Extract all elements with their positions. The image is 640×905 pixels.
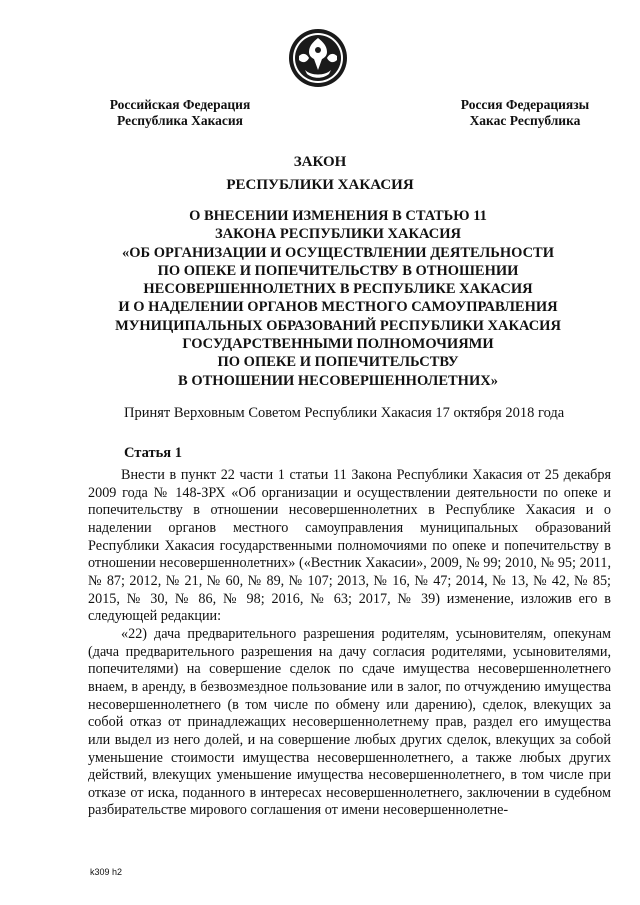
header-left-republic: Республика Хакасия [117, 113, 243, 128]
subject-line: НЕСОВЕРШЕННОЛЕТНИХ В РЕСПУБЛИКЕ ХАКАСИЯ [143, 281, 533, 298]
subject-line: И О НАДЕЛЕНИИ ОРГАНОВ МЕСТНОГО САМОУПРАВЛЕНИЯ [118, 299, 558, 316]
header-left-block [90, 97, 270, 129]
article-body [88, 467, 611, 820]
header-right-country: Россия Федерациязы [460, 97, 590, 112]
article-heading: Статья 1 [124, 445, 182, 461]
header-left-country: Российская Федерация [109, 97, 251, 112]
article-paragraph: Внести в пункт 22 части 1 статьи 11 Закона Республики Хакасия от 25 декабря 2009 года № 148-ЗРХ «Об организации и осуществлении деятельности по опеке и попечительству в отношении несовершеннолетних в Республике Хакасия и о наделении органов местного самоуправления муниципальных образований Республики Хакасия государственными полномочиями по опеке и попечительству в отношении несовершеннолетних» («Вестник Хакасии», 2009, № 99; 2010, № 95; 2011, № 87; 2012, № 21, № 60, № 89, № 107; 2013, № 16, № 47; 2014, № 13, № 42, № 85; 2015, № 30, № 86, № 98; 2016, № 63; 2017, № 39) изменение, изложив его в следующей редакции: [88, 467, 611, 625]
article-paragraph: «22) дача предварительного разрешения родителям, усыновителям, опекунам (дача предварительного разрешения на дачу согласия родителями, усыновителями, попечителями) на совершение сделок по сдаче имущества несовершеннолетнего внаем, в аренду, в безвозмездное пользование или в залог, по отчуждению имущества несовершеннолетнего (в том числе по обмену или дарению), сделок, влекущих за собой отказ от принадлежащих несовершеннолетнему прав, раздел его имущества или выдел из него долей, и на совершение любых других сделок, влекущих за собой уменьшение стоимости имущества несовершеннолетнего, а также любых других действий, влекущих уменьшение имущества несовершеннолетнего, в том числе при отказе от иска, поданного в интересах несовершеннолетнего, заключении в судебном разбирательстве мирового соглашения от имени несовершеннолетне- [88, 625, 611, 819]
law-subject-title [88, 207, 588, 390]
header-right-republic: Хакас Республика [469, 113, 581, 128]
subject-line: ГОСУДАРСТВЕННЫМИ ПОЛНОМОЧИЯМИ [182, 336, 494, 353]
subject-line: ПО ОПЕКЕ И ПОПЕЧИТЕЛЬСТВУ [217, 354, 459, 371]
subject-line: О ВНЕСЕНИИ ИЗМЕНЕНИЯ В СТАТЬЮ 11 [189, 208, 487, 224]
law-title [0, 151, 640, 197]
subject-line: «ОБ ОРГАНИЗАЦИИ И ОСУЩЕСТВЛЕНИИ ДЕЯТЕЛЬНОСТИ [121, 244, 555, 261]
law-title-line2: РЕСПУБЛИКИ ХАКАСИЯ [226, 177, 414, 193]
subject-line: МУНИЦИПАЛЬНЫХ ОБРАЗОВАНИЙ РЕСПУБЛИКИ ХАКАСИЯ [115, 317, 561, 334]
document-code: k309 h2 [90, 867, 123, 877]
coat-of-arms-emblem-icon [287, 26, 349, 90]
subject-line: ПО ОПЕКЕ И ПОПЕЧИТЕЛЬСТВУ В ОТНОШЕНИИ [157, 262, 519, 279]
header-right-block [440, 97, 610, 129]
subject-line: В ОТНОШЕНИИ НЕСОВЕРШЕННОЛЕТНИХ» [178, 372, 498, 389]
subject-line: ЗАКОНА РЕСПУБЛИКИ ХАКАСИЯ [214, 226, 461, 243]
adoption-statement: Принят Верховным Советом Республики Хакасия 17 октября 2018 года [124, 405, 565, 421]
law-title-line1: ЗАКОН [293, 154, 347, 170]
